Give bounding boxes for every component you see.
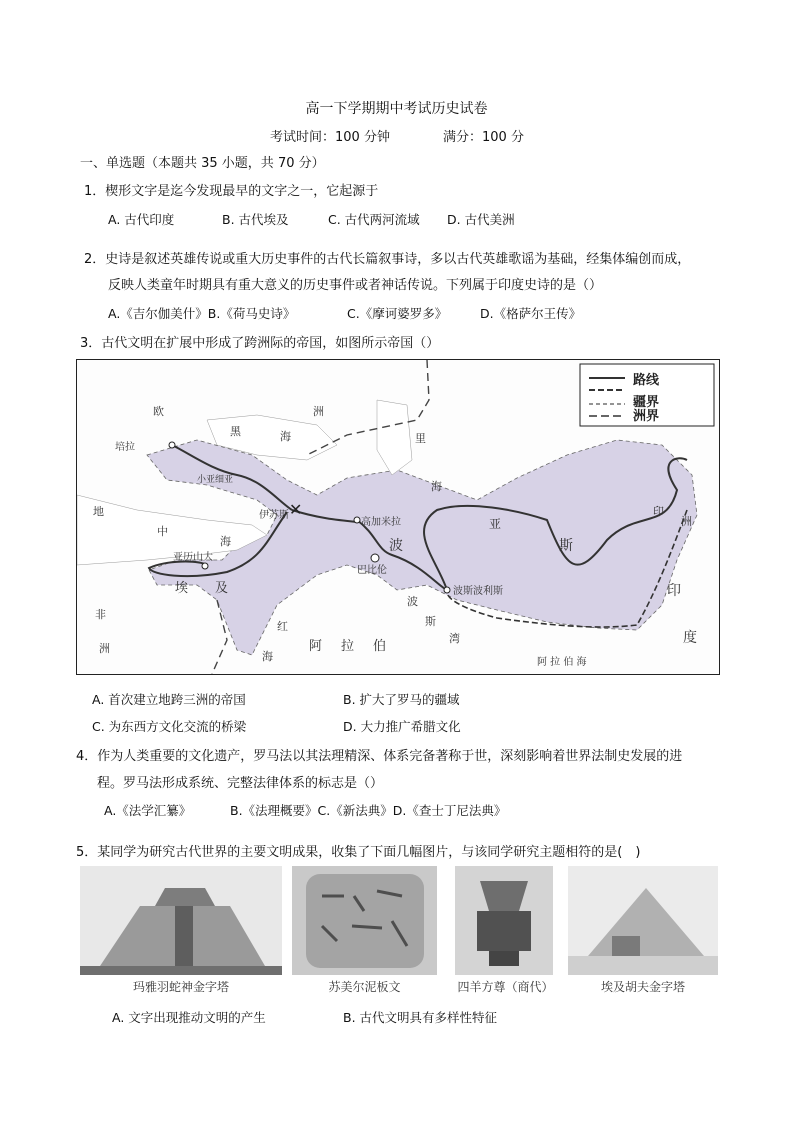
- map-label: 巴比伦: [357, 565, 387, 576]
- sumerian-clay-tablet-image: [292, 866, 437, 975]
- map-label: 中: [157, 525, 168, 538]
- q4-stem-line1: 4．作为人类重要的文化遗产，罗马法以其法理精深、体系完备著称于世，深刻影响着世界法制史发展的进: [76, 749, 683, 764]
- q4-stem-line2: 程。罗马法形成系统、完整法律体系的标志是（）: [97, 776, 384, 791]
- map-label: 伯: [373, 639, 387, 654]
- map-label: 印: [667, 583, 681, 599]
- caption-maya: 玛雅羽蛇神金字塔: [132, 980, 229, 994]
- q3-option-c[interactable]: C. 为东西方文化交流的桥梁: [92, 719, 247, 734]
- map-label: 及: [215, 581, 229, 596]
- q1-option-a[interactable]: A. 古代印度: [108, 212, 175, 227]
- legend-border: 疆界: [633, 395, 660, 410]
- four-ram-square-zun-image: [455, 866, 553, 975]
- city-marker: [354, 517, 360, 523]
- map-label: 海: [220, 535, 231, 548]
- empire-map: [76, 359, 720, 675]
- q2-option-d[interactable]: D.《格萨尔王传》: [480, 306, 582, 321]
- caption-khufu: 埃及胡夫金字塔: [600, 980, 685, 994]
- map-label: 阿: [309, 639, 323, 654]
- q4-option-bcd[interactable]: B.《法理概要》C.《新法典》D.《查士丁尼法典》: [230, 803, 507, 818]
- section-heading: 一、单选题（本题共 35 小题，共 70 分）: [80, 156, 325, 171]
- exam-time: 考试时间：100 分钟: [270, 130, 390, 145]
- map-label: 阿 拉 伯 海: [537, 657, 587, 668]
- q1-stem: 1．楔形文字是迄今发现最早的文字之一，它起源于: [84, 184, 379, 199]
- city-marker: [444, 587, 450, 593]
- q3-option-b[interactable]: B. 扩大了罗马的疆域: [343, 692, 460, 707]
- map-label: 拉: [341, 639, 355, 654]
- map-label: 斯: [425, 615, 436, 628]
- map-label: 印: [653, 505, 664, 518]
- caption-sumer: 苏美尔泥板文: [328, 980, 401, 994]
- map-label: 亚历山大: [173, 552, 213, 563]
- map-label: 洲: [313, 405, 324, 418]
- q2-stem-line2: 反映人类童年时期具有重大意义的历史事件或者神话传说。下列属于印度史诗的是（）: [108, 278, 603, 293]
- map-label: 高加米拉: [361, 517, 401, 528]
- caption-zun: 四羊方尊（商代）: [457, 980, 554, 994]
- legend-continent: 洲界: [633, 409, 660, 424]
- map-label: 欧: [153, 405, 164, 418]
- q3-option-a[interactable]: A. 首次建立地跨三洲的帝国: [92, 692, 246, 707]
- legend-route: 路线: [633, 373, 660, 388]
- exam-title: 高一下学期期中考试历史试卷: [305, 101, 488, 117]
- q1-option-c[interactable]: C. 古代两河流域: [328, 212, 420, 227]
- city-marker: [169, 442, 175, 448]
- map-label: 非: [95, 608, 106, 621]
- map-label: 小亚细亚: [197, 475, 234, 485]
- q3-stem: 3．古代文明在扩展中形成了跨洲际的帝国，如图所示帝国（）: [80, 336, 440, 351]
- map-label: 波: [407, 595, 418, 608]
- map-label: 埃: [175, 581, 189, 596]
- q4-option-a[interactable]: A.《法学汇纂》: [104, 803, 192, 818]
- q1-option-d[interactable]: D. 古代美洲: [447, 212, 515, 227]
- map-label: 培拉: [115, 442, 135, 453]
- map-label: 海: [262, 650, 273, 663]
- svg-text:✕: ✕: [289, 500, 303, 519]
- map-svg: [77, 360, 719, 674]
- map-label: 洲: [681, 515, 692, 528]
- map-label: 里: [415, 432, 426, 445]
- map-label: 亚: [489, 517, 502, 531]
- map-label: 洲: [99, 642, 110, 655]
- map-label: 地: [93, 505, 104, 518]
- q5-option-a[interactable]: A. 文字出现推动文明的产生: [112, 1010, 266, 1025]
- map-label: 波斯波利斯: [453, 586, 503, 597]
- map-label: 黑: [230, 425, 241, 438]
- q5-stem: 5．某同学为研究古代世界的主要文明成果，收集了下面几幅图片，与该同学研究主题相符的是( ): [76, 845, 641, 860]
- map-label: 度: [683, 630, 697, 646]
- full-score: 满分：100 分: [443, 130, 524, 145]
- map-label: 波: [389, 538, 403, 554]
- map-label: 伊苏斯: [259, 510, 289, 521]
- q1-option-b[interactable]: B. 古代埃及: [222, 212, 289, 227]
- map-label: 红: [277, 620, 288, 633]
- q2-option-c[interactable]: C.《摩诃婆罗多》: [347, 306, 448, 321]
- map-label: 湾: [449, 632, 460, 645]
- q2-option-ab[interactable]: A.《吉尔伽美什》B.《荷马史诗》: [108, 306, 296, 321]
- map-label: 海: [431, 480, 442, 493]
- city-marker: [371, 554, 379, 562]
- maya-pyramid-image: [80, 866, 282, 975]
- city-marker: [202, 563, 208, 569]
- q3-option-d[interactable]: D. 大力推广希腊文化: [343, 719, 461, 734]
- q2-stem-line1: 2．史诗是叙述英雄传说或重大历史事件的古代长篇叙事诗，多以古代英雄歌谣为基础，经集体编创而成，: [84, 252, 691, 267]
- map-label: 海: [280, 430, 291, 443]
- q5-option-b[interactable]: B. 古代文明具有多样性特征: [343, 1010, 498, 1025]
- khufu-pyramid-image: [568, 866, 718, 975]
- map-label: 斯: [559, 538, 573, 554]
